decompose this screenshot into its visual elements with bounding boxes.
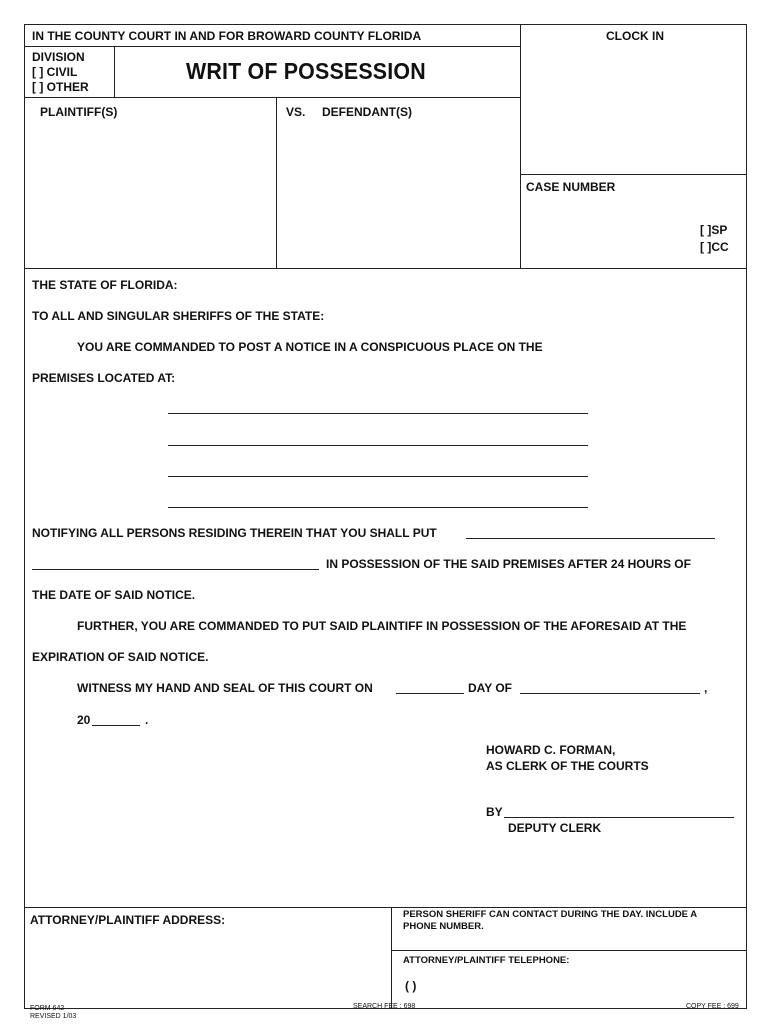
clock-divider bbox=[520, 24, 521, 269]
attorney-address-label: ATTORNEY/PLAINTIFF ADDRESS: bbox=[30, 913, 226, 927]
vs-label: VS. bbox=[286, 105, 306, 119]
telephone-top-line bbox=[391, 950, 747, 951]
address-line[interactable] bbox=[168, 476, 588, 477]
premises-line: PREMISES LOCATED AT: bbox=[32, 371, 176, 385]
year-period: . bbox=[145, 713, 149, 727]
possessor-blank-cont[interactable] bbox=[32, 569, 319, 570]
phone-field[interactable]: ( ) bbox=[405, 979, 417, 993]
year-prefix: 20 bbox=[77, 713, 91, 727]
frame-right bbox=[746, 24, 747, 1009]
month-blank[interactable] bbox=[520, 693, 700, 694]
address-line[interactable] bbox=[168, 413, 588, 414]
in-possession-line: IN POSSESSION OF THE SAID PREMISES AFTER 24 HOURS OF bbox=[326, 557, 691, 571]
further-line: FURTHER, YOU ARE COMMANDED TO PUT SAID PLAINTIFF IN POSSESSION OF THE AFORESAID AT THE bbox=[77, 619, 687, 633]
address-line[interactable] bbox=[168, 507, 588, 508]
division-divider bbox=[114, 46, 115, 98]
contact-line-2: PHONE NUMBER. bbox=[403, 921, 484, 932]
signature-line[interactable] bbox=[504, 817, 734, 818]
other-checkbox[interactable]: [ ] OTHER bbox=[32, 80, 89, 94]
clerk-title: AS CLERK OF THE COURTS bbox=[486, 759, 649, 773]
page-title: WRIT OF POSSESSION bbox=[186, 58, 426, 84]
by-label: BY bbox=[486, 805, 503, 819]
case-number-label: CASE NUMBER bbox=[526, 180, 616, 194]
division-label: DIVISION bbox=[32, 50, 85, 64]
title-bottom-line bbox=[24, 97, 520, 98]
contact-line-1: PERSON SHERIFF CAN CONTACT DURING THE DAY. INCLUDE A bbox=[403, 909, 698, 920]
day-blank[interactable] bbox=[396, 693, 464, 694]
search-fee: SEARCH FEE : 698 bbox=[353, 1003, 416, 1010]
possessor-blank[interactable] bbox=[466, 538, 715, 539]
commanded-line: YOU ARE COMMANDED TO POST A NOTICE IN A CONSPICUOUS PLACE ON THE bbox=[77, 340, 543, 354]
bottom-box-divider bbox=[391, 907, 392, 1008]
clerk-name: HOWARD C. FORMAN, bbox=[486, 743, 616, 757]
case-number-top-line bbox=[520, 174, 746, 175]
deputy-clerk-label: DEPUTY CLERK bbox=[508, 821, 602, 835]
clock-in-label: CLOCK IN bbox=[606, 29, 664, 43]
plaintiffs-label: PLAINTIFF(S) bbox=[40, 105, 118, 119]
witness-line: WITNESS MY HAND AND SEAL OF THIS COURT ON bbox=[77, 681, 373, 695]
defendants-label: DEFENDANT(S) bbox=[322, 105, 412, 119]
sheriffs-line: TO ALL AND SINGULAR SHERIFFS OF THE STATE: bbox=[32, 309, 325, 323]
copy-fee: COPY FEE : 699 bbox=[686, 1003, 739, 1010]
cc-checkbox[interactable]: [ ]CC bbox=[700, 240, 729, 254]
notifying-line: NOTIFYING ALL PERSONS RESIDING THEREIN THAT YOU SHALL PUT bbox=[32, 526, 437, 540]
frame-top bbox=[24, 24, 747, 25]
date-notice-line: THE DATE OF SAID NOTICE. bbox=[32, 588, 196, 602]
frame-left bbox=[24, 24, 25, 1009]
day-of-label: DAY OF bbox=[468, 681, 513, 695]
comma: , bbox=[704, 681, 708, 695]
revised-date: REVISED 1/03 bbox=[30, 1013, 77, 1020]
header-bottom-line bbox=[24, 268, 747, 269]
civil-checkbox[interactable]: [ ] CIVIL bbox=[32, 65, 78, 79]
court-underline bbox=[24, 46, 520, 47]
telephone-label: ATTORNEY/PLAINTIFF TELEPHONE: bbox=[403, 955, 570, 966]
year-blank[interactable] bbox=[92, 725, 140, 726]
parties-divider bbox=[276, 97, 277, 269]
state-line: THE STATE OF FLORIDA: bbox=[32, 278, 178, 292]
expiration-line: EXPIRATION OF SAID NOTICE. bbox=[32, 650, 209, 664]
court-name: IN THE COUNTY COURT IN AND FOR BROWARD COUNTY FLORIDA bbox=[32, 29, 422, 43]
form-number: FORM 642 bbox=[30, 1005, 65, 1012]
address-line[interactable] bbox=[168, 445, 588, 446]
sp-checkbox[interactable]: [ ]SP bbox=[700, 223, 728, 237]
bottom-box-top bbox=[24, 907, 747, 908]
